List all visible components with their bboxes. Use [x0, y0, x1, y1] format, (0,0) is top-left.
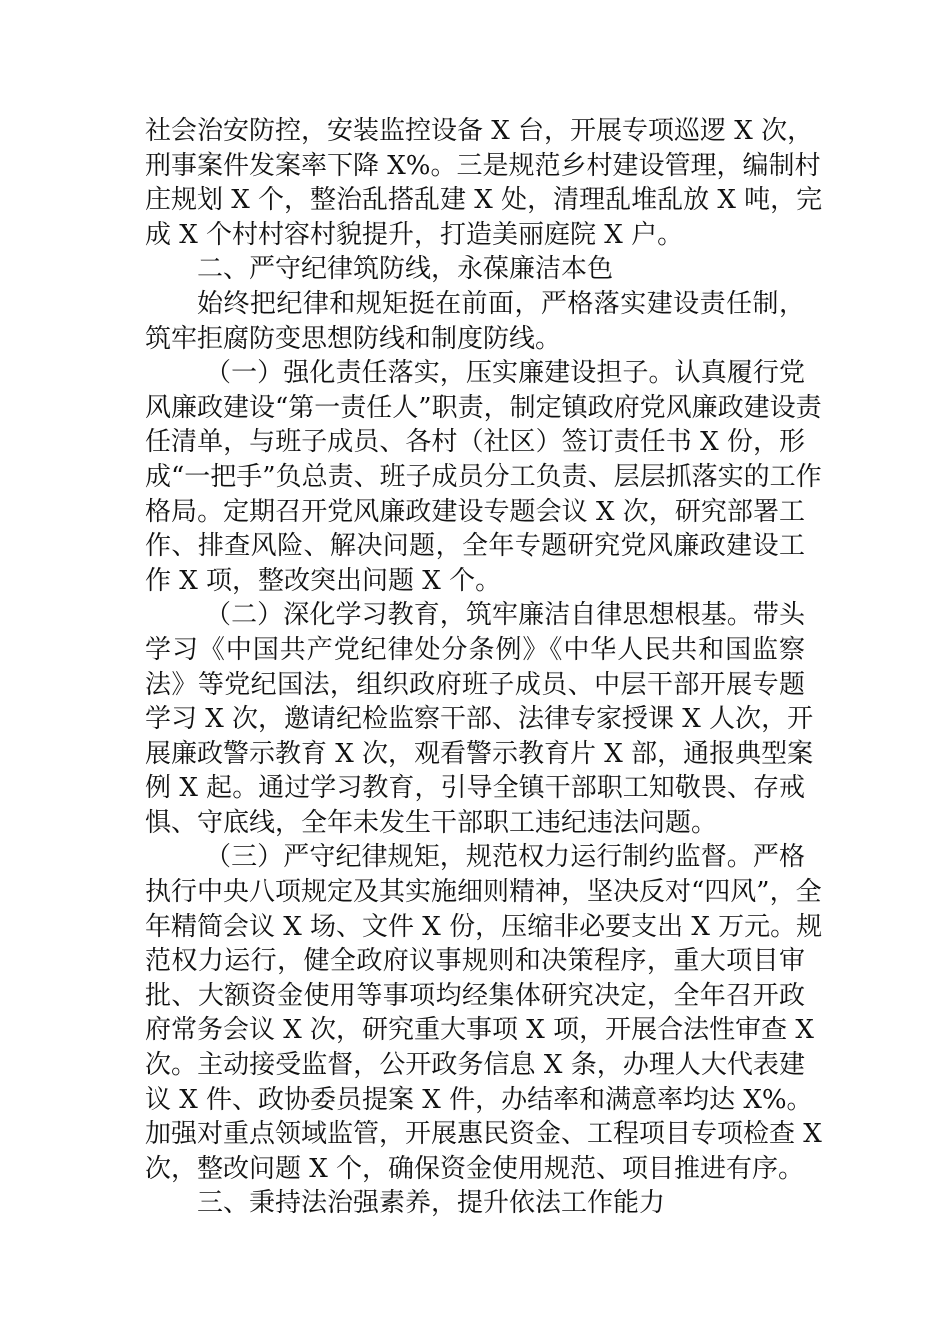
text-line: 法》等党纪国法，组织政府班子成员、中层干部开展专题 — [145, 669, 805, 700]
text-line: （二）深化学习教育，筑牢廉洁自律思想根基。带头 — [205, 600, 805, 631]
text-line: 年精简会议 X 场、文件 X 份，压缩非必要支出 X 万元。规 — [145, 911, 823, 942]
text-line: 学习 X 次，邀请纪检监察干部、法律专家授课 X 人次，开 — [145, 704, 814, 735]
text-line: （一）强化责任落实，压实廉建设担子。认真履行党 — [205, 358, 805, 389]
text-line: 府常务会议 X 次，研究重大事项 X 项，开展合法性审查 X — [145, 1015, 814, 1046]
text-line: 惧、守底线，全年未发生干部职工违纪违法问题。 — [145, 807, 718, 838]
text-line: 执行中央八项规定及其实施细则精神，坚决反对“四风”，全 — [145, 877, 822, 908]
text-line: 风廉政建设“第一责任人”职责，制定镇政府党风廉政建设责 — [145, 392, 822, 423]
text-line: 展廉政警示教育 X 次，观看警示教育片 X 部，通报典型案 — [145, 738, 814, 769]
text-line: 加强对重点领域监管，开展惠民资金、工程项目专项检查 X — [145, 1119, 822, 1150]
section-heading: 二、严守纪律筑防线，永葆廉洁本色 — [197, 254, 614, 285]
text-line: 格局。定期召开党风廉政建设专题会议 X 次，研究部署工 — [145, 496, 805, 527]
text-line: 任清单，与班子成员、各村（社区）签订责任书 X 份，形 — [145, 427, 805, 458]
text-line: 庄规划 X 个，整治乱搭乱建 X 处，清理乱堆乱放 X 吨，完 — [145, 185, 823, 216]
text-line: 范权力运行，健全政府议事规则和决策程序，重大项目审 — [145, 946, 805, 977]
text-line: 成 X 个村村容村貌提升，打造美丽庭院 X 户。 — [145, 219, 684, 250]
text-line: 学习《中国共产党纪律处分条例》《中华人民共和国监察 — [145, 634, 805, 665]
text-line: 作 X 项，整改突出问题 X 个。 — [145, 565, 502, 596]
text-line: 始终把纪律和规矩挺在前面，严格落实建设责任制， — [197, 288, 805, 319]
text-line: 次，整改问题 X 个，确保资金使用规范、项目推进有序。 — [145, 1153, 805, 1184]
text-line: 社会治安防控，安装监控设备 X 台，开展专项巡逻 X 次， — [145, 116, 814, 146]
text-line: 批、大额资金使用等事项均经集体研究决定，全年召开政 — [145, 980, 805, 1011]
text-line: 次。主动接受监督，公开政务信息 X 条，办理人大代表建 — [145, 1050, 805, 1081]
text-line: （三）严守纪律规矩，规范权力运行制约监督。严格 — [205, 842, 805, 873]
document-body — [145, 114, 823, 1221]
text-line: 例 X 起。通过学习教育，引导全镇干部职工知敬畏、存戒 — [145, 773, 805, 804]
text-line: 议 X 件、政协委员提案 X 件，办结率和满意率均达 X%。 — [145, 1084, 813, 1115]
text-line: 作、排查风险、解决问题，全年专题研究党风廉政建设工 — [145, 531, 805, 562]
text-line: 刑事案件发案率下降 X%。三是规范乡村建设管理，编制村 — [145, 150, 821, 181]
text-line: 成“一把手”负总责、班子成员分工负责、层层抓落实的工作 — [145, 461, 822, 492]
section-heading: 三、秉持法治强素养，提升依法工作能力 — [197, 1188, 666, 1219]
text-line: 筑牢拒腐防变思想防线和制度防线。 — [145, 323, 562, 354]
